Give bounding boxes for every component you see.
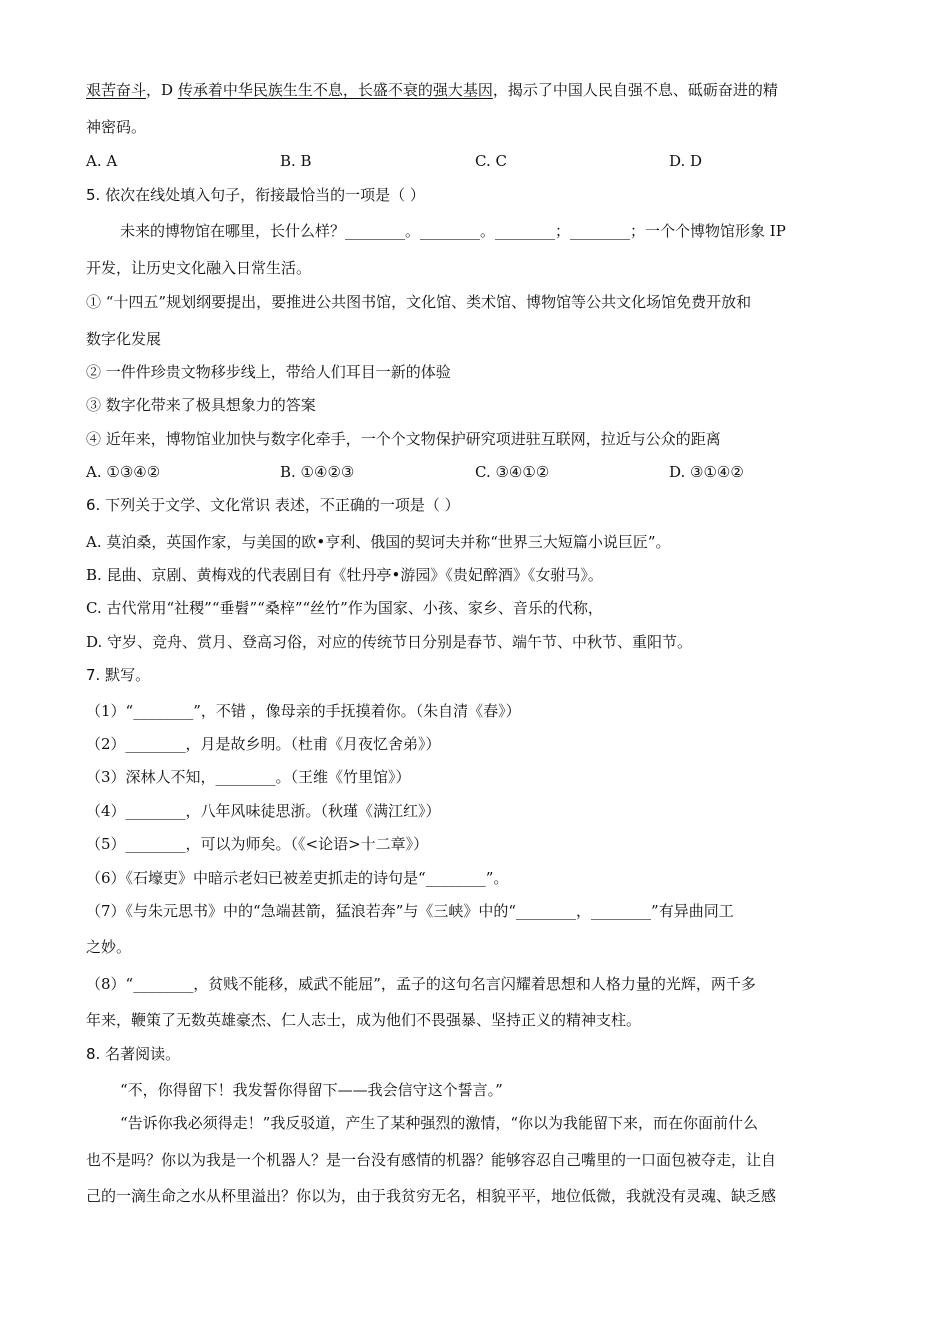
q8-paragraph-2-line-2: 也不是吗？你以为我是一个机器人？是一台没有感情的机器？能够容忍自己嘴里的一口面包被夺走，让自 <box>86 1151 777 1169</box>
q6-option-b[interactable]: B. 昆曲、京剧、黄梅戏的代表剧目有《牡丹亭•游园》《贵妃醉酒》《女驸马》。 <box>86 566 603 584</box>
q6-option-c[interactable]: C. 古代常用“社稷”“垂髫”“桑梓”“丝竹”作为国家、小孩、家乡、音乐的代称， <box>86 599 603 617</box>
q4-carry-line-2: 神密码。 <box>86 118 147 136</box>
q7-sentence-5: （5）________，可以为师矣。（《<论语>十二章》） <box>86 835 429 853</box>
q7-sentence-8-line-1: （8）“________，贫贱不能移，威武不能屈”，孟子的这句名言闪耀着思想和人格力量的光辉，两千多 <box>86 975 756 993</box>
q5-passage-line-2: 开发，让历史文化融入日常生活。 <box>86 259 312 277</box>
q6-option-d[interactable]: D. 守岁、竞舟、赏月、登高习俗，对应的传统节日分别是春节、端午节、中秋节、重阳节。 <box>86 633 693 651</box>
q5-item-1-line-2: 数字化发展 <box>86 330 162 348</box>
q7-sentence-6: （6）《石壕吏》中暗示老妇已被差吏抓走的诗句是“________”。 <box>86 869 509 887</box>
q5-item-3: ③ 数字化带来了极具想象力的答案 <box>86 396 316 414</box>
q5-option-d[interactable]: D. ③①④② <box>669 463 744 481</box>
q7-sentence-3: （3）深林人不知，________。（王维《竹里馆》） <box>86 768 411 786</box>
q7-sentence-1: （1）“________”，不错 ，像母亲的手抚摸着你。（朱自清《春》） <box>86 702 521 720</box>
q5-option-c[interactable]: C. ③④①② <box>475 463 550 481</box>
q8-title: 8. 名著阅读。 <box>86 1045 181 1063</box>
q4-carry-mid: ，D <box>146 81 178 99</box>
q8-paragraph-2-line-1: “告诉你我必须得走！”我反驳道，产生了某种强烈的激情，“你以为我能留下来，而在你面前什么 <box>120 1114 759 1132</box>
q4-carry-tail: ，揭示了中国人民自强不息、砥砺奋进的精 <box>492 81 778 99</box>
q4-option-b[interactable]: B. B <box>280 152 312 170</box>
q5-item-2: ② 一件件珍贵文物移步线上，带给人们耳目一新的体验 <box>86 363 451 381</box>
q4-option-a[interactable]: A. A <box>86 152 118 170</box>
q4-option-d[interactable]: D. D <box>669 152 703 170</box>
q5-item-1-line-1: ① “十四五”规划纲要提出，要推进公共图书馆，文化馆、类术馆、博物馆等公共文化场馆免费开放和 <box>86 293 752 311</box>
q5-option-a[interactable]: A. ①③④② <box>86 463 161 481</box>
q7-sentence-8-line-2: 年来，鞭策了无数英雄豪杰、仁人志士，成为他们不畏强暴、坚持正义的精神支柱。 <box>86 1011 642 1029</box>
q7-sentence-4: （4）________，八年风味徒思浙。（秋瑾《满江红》） <box>86 802 441 820</box>
q8-paragraph-2-line-3: 己的一滴生命之水从杯里溢出？你以为，由于我贫穷无名，相貌平平，地位低微，我就没有灵魂、缺乏感 <box>86 1187 777 1205</box>
q7-sentence-7-line-2: 之妙。 <box>86 938 132 956</box>
q5-title: 5. 依次在线处填入句子，衔接最恰当的一项是（ ） <box>86 186 425 204</box>
q6-title: 6. 下列关于文学、文化常识 表述，不正确的一项是（ ） <box>86 496 460 514</box>
q4-carry-line-1 <box>86 80 778 100</box>
q7-sentence-7-line-1: （7）《与朱元思书》中的“急端甚箭，猛浪若奔”与《三峡》中的“________，________”有异曲同工 <box>86 902 734 920</box>
q5-passage-line-1: 未来的博物馆在哪里，长什么样？________。________。________；________；一个个博物馆形象 IP <box>120 222 786 240</box>
q7-title: 7. 默写。 <box>86 666 151 684</box>
q8-paragraph-1: “不，你得留下！我发誓你得留下——我会信守这个誓言。” <box>120 1081 503 1099</box>
q5-option-b[interactable]: B. ①④②③ <box>280 463 355 481</box>
q4-underlined-phrase-2: 传承着中华民族生生不息，长盛不衰的强大基因 <box>177 81 493 99</box>
q7-sentence-2: （2）________，月是故乡明。（杜甫《月夜忆舍弟》） <box>86 735 441 753</box>
q5-item-4: ④ 近年来，博物馆业加快与数字化牵手，一个个文物保护研究项进驻互联网，拉近与公众的距离 <box>86 430 721 448</box>
q6-option-a[interactable]: A. 莫泊桑，英国作家，与美国的欧•亨利、俄国的契诃夫并称“世界三大短篇小说巨匠”。 <box>86 533 671 551</box>
q4-option-c[interactable]: C. C <box>475 152 507 170</box>
q4-underlined-phrase-1: 艰苦奋斗 <box>86 81 147 99</box>
